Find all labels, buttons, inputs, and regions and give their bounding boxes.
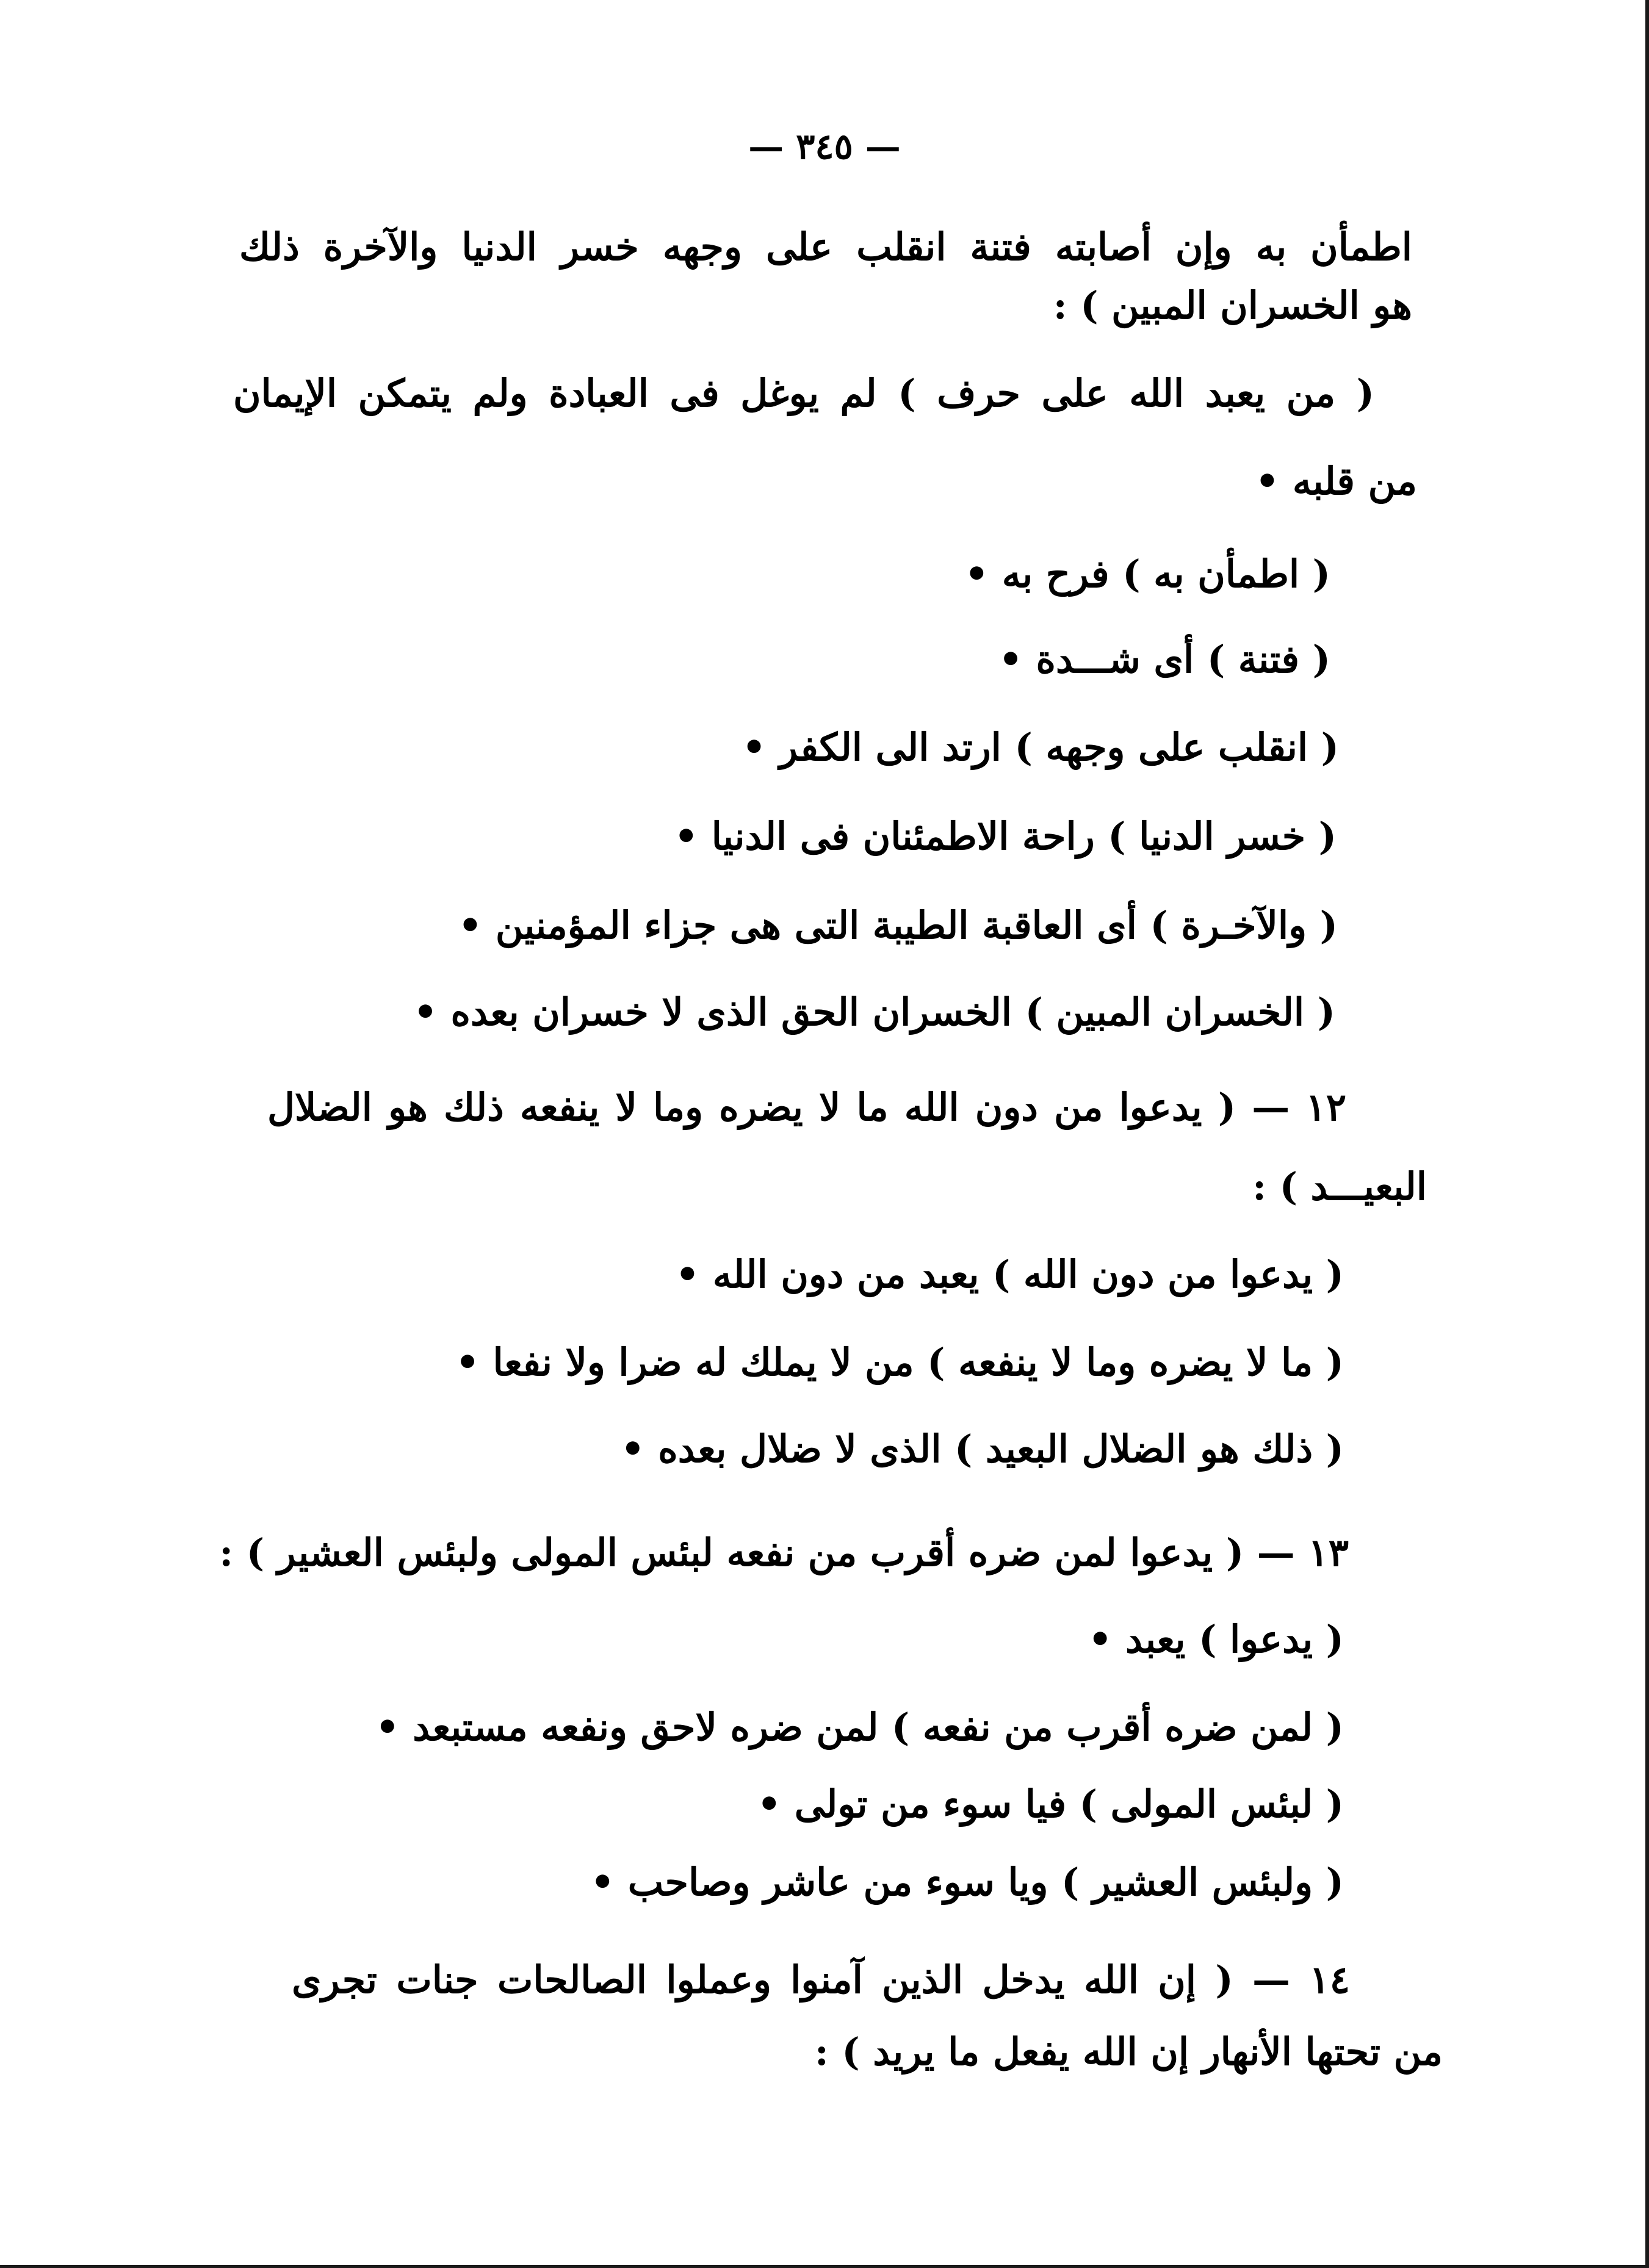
text-line: اطمأن به وإن أصابته فتنة انقلب على وجهه خسر الدنيا والآخرة ذلك — [239, 225, 1412, 269]
gloss-line: ( فتنة ) أى شـــدة • — [998, 637, 1330, 682]
text-line: هو الخسران المبين ) : — [1053, 283, 1412, 328]
verse-line: ١٢ — ( يدعوا من دون الله ما لا يضره وما لا ينفعه ذلك هو الضلال — [267, 1085, 1346, 1129]
scan-edge-bottom — [0, 2265, 1649, 2268]
gloss-line: ( والآخـرة ) أى العاقبة الطيبة التى هى جزاء المؤمنين • — [458, 903, 1338, 948]
verse-line: من تحتها الأنهار إن الله يفعل ما يريد ) : — [814, 2029, 1443, 2074]
scan-edge-right — [1645, 0, 1649, 2268]
gloss-line: ( خسر الدنيا ) راحة الاطمئنان فى الدنيا • — [674, 814, 1337, 859]
page-number: — ٣٤٥ — — [748, 126, 901, 167]
gloss-line: ( ذلك هو الضلال البعيد ) الذى لا ضلال بعده • — [621, 1427, 1344, 1471]
verse-line: ١٣ — ( يدعوا لمن ضره أقرب من نفعه لبئس المولى ولبئس العشير ) : — [219, 1530, 1349, 1575]
gloss-line: ( الخسران المبين ) الخسران الحق الذى لا خسران بعده • — [413, 990, 1335, 1034]
text-line: من قلبه • — [1255, 459, 1417, 503]
verse-line: البعيـــد ) : — [1252, 1164, 1427, 1209]
gloss-line: ( يدعوا ) يعبد • — [1088, 1617, 1344, 1661]
gloss-line: ( ما لا يضره وما لا ينفعه ) من لا يملك له ضرا ولا نفعا • — [455, 1340, 1344, 1384]
verse-line: ١٤ — ( إن الله يدخل الذين آمنوا وعملوا الصالحات جنات تجرى — [292, 1957, 1350, 2002]
gloss-line: ( اطمأن به ) فرح به • — [964, 552, 1330, 596]
text-line: ( من يعبد الله على حرف ) لم يوغل فى العبادة ولم يتمكن الإيمان — [233, 371, 1374, 416]
gloss-line: ( انقلب على وجهه ) ارتد الى الكفر • — [742, 725, 1339, 769]
gloss-line: ( ولبئس العشير ) ويا سوء من عاشر وصاحب • — [590, 1860, 1344, 1904]
gloss-line: ( يدعوا من دون الله ) يعبد من دون الله • — [675, 1252, 1344, 1297]
gloss-line: ( لبئس المولى ) فيا سوء من تولى • — [757, 1782, 1344, 1826]
gloss-line: ( لمن ضره أقرب من نفعه ) لمن ضره لاحق ونفعه مستبعد • — [375, 1705, 1344, 1749]
